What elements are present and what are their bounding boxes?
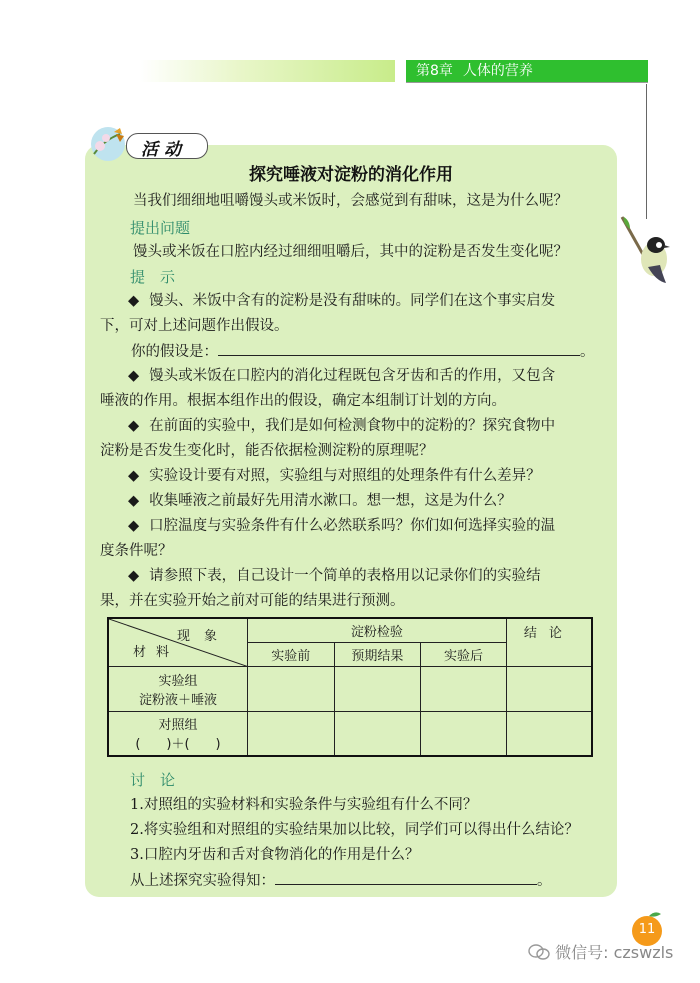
table-cell[interactable] — [334, 666, 421, 711]
corner-label-phenomenon: 现象 — [176, 629, 231, 644]
bird-icon — [620, 215, 672, 285]
conclusion-header: 结论 — [506, 618, 592, 666]
header-rule — [406, 82, 648, 83]
starch-test-header: 淀粉检验 — [247, 618, 506, 642]
subheader-after: 实验后 — [421, 642, 507, 666]
bullet-icon: ◆ — [128, 368, 140, 384]
wechat-watermark — [528, 940, 673, 963]
section-heading-hint: 提 示 — [130, 268, 176, 286]
header-gradient-bar — [140, 60, 395, 82]
table-cell[interactable] — [421, 666, 507, 711]
bullet-icon: ◆ — [128, 493, 140, 509]
discussion-question-2: 2.将实验组和对照组的实验结果加以比较，同学们可以得出什么结论？ — [130, 822, 579, 838]
table-cell[interactable] — [506, 711, 592, 756]
bullet-icon: ◆ — [128, 518, 140, 534]
hint-bullet-1-line-2: 下，可对上述问题作出假设。 — [100, 318, 289, 334]
subheader-expected: 预期结果 — [334, 642, 421, 666]
bullet-icon: ◆ — [128, 568, 140, 584]
discussion-question-1: 1.对照组的实验材料和实验条件与实验组有什么不同？ — [130, 797, 478, 813]
hint-bullet-6-line-2: 度条件呢？ — [100, 543, 173, 559]
section-heading-discussion: 讨 论 — [130, 771, 176, 789]
chapter-header — [406, 60, 648, 82]
experiment-record-table — [107, 617, 593, 757]
margin-vertical-line — [646, 84, 647, 219]
hint-bullet-3-line-1: ◆ 在前面的实验中，我们是如何检测食物中的淀粉的？探究食物中 — [128, 418, 556, 434]
table-cell[interactable] — [334, 711, 421, 756]
table-corner-cell — [108, 618, 247, 666]
row-label-experimental: 实验组 淀粉液＋唾液 — [108, 666, 247, 711]
conclusion-blank[interactable] — [275, 870, 537, 885]
hint-bullet-6-line-1: ◆ 口腔温度与实验条件有什么必然联系吗？你们如何选择实验的温 — [128, 518, 556, 534]
hint-bullet-3-line-2: 淀粉是否发生变化时，能否依据检测淀粉的原理呢？ — [100, 443, 434, 459]
table-cell[interactable] — [421, 711, 507, 756]
hint-bullet-7-line-2: 果，并在实验开始之前对可能的结果进行预测。 — [100, 593, 405, 609]
intro-paragraph: 当我们细细地咀嚼馒头或米饭时，会感觉到有甜味，这是为什么呢？ — [133, 193, 568, 209]
bullet-icon: ◆ — [128, 293, 140, 309]
section-heading-question: 提出问题 — [130, 219, 191, 237]
activity-badge-label: 活动 — [141, 140, 187, 160]
hypothesis-label: 你的假设是： — [131, 344, 218, 360]
table-cell[interactable] — [247, 666, 334, 711]
table-cell[interactable] — [247, 711, 334, 756]
hint-bullet-2-line-2: 唾液的作用。根据本组作出的假设，确定本组制订计划的方向。 — [100, 393, 506, 409]
table-cell[interactable] — [506, 666, 592, 711]
subheader-before: 实验前 — [247, 642, 334, 666]
butterfly-flower-icon — [86, 124, 134, 164]
row-label-control: 对照组 ( )＋( ) — [108, 711, 247, 756]
hint-bullet-5: ◆ 收集唾液之前最好先用清水漱口。想一想，这是为什么？ — [128, 493, 512, 509]
chapter-number: 第8章 — [416, 63, 453, 79]
hint-bullet-4: ◆ 实验设计要有对照，实验组与对照组的处理条件有什么差异？ — [128, 468, 541, 484]
conclusion-line: 从上述探究实验得知： 。 — [130, 870, 552, 891]
corner-label-material: 材料 — [133, 644, 180, 660]
table-row — [108, 711, 592, 756]
hypothesis-blank[interactable] — [218, 341, 580, 356]
page-number: 11 — [638, 922, 656, 937]
question-text: 馒头或米饭在口腔内经过细细咀嚼后，其中的淀粉是否发生变化呢？ — [133, 244, 568, 260]
hint-bullet-1-line-1: ◆ 馒头、米饭中含有的淀粉是没有甜味的。同学们在这个事实启发 — [128, 293, 556, 309]
activity-title: 探究唾液对淀粉的消化作用 — [249, 165, 453, 185]
bullet-icon: ◆ — [128, 468, 140, 484]
wechat-icon — [528, 944, 550, 960]
table-row — [108, 666, 592, 711]
hint-bullet-7-line-1: ◆ 请参照下表，自己设计一个简单的表格用以记录你们的实验结 — [128, 568, 541, 584]
hint-bullet-2-line-1: ◆ 馒头或米饭在口腔内的消化过程既包含牙齿和舌的作用，又包含 — [128, 368, 556, 384]
hypothesis-line: 你的假设是： 。 — [131, 341, 595, 362]
conclusion-label: 从上述探究实验得知： — [130, 873, 275, 889]
bullet-icon: ◆ — [128, 418, 140, 434]
chapter-title: 人体的营养 — [462, 63, 533, 79]
wechat-id: 微信号: czswzls — [555, 943, 674, 962]
discussion-question-3: 3.口腔内牙齿和舌对食物消化的作用是什么？ — [130, 847, 420, 863]
activity-badge — [86, 124, 204, 158]
